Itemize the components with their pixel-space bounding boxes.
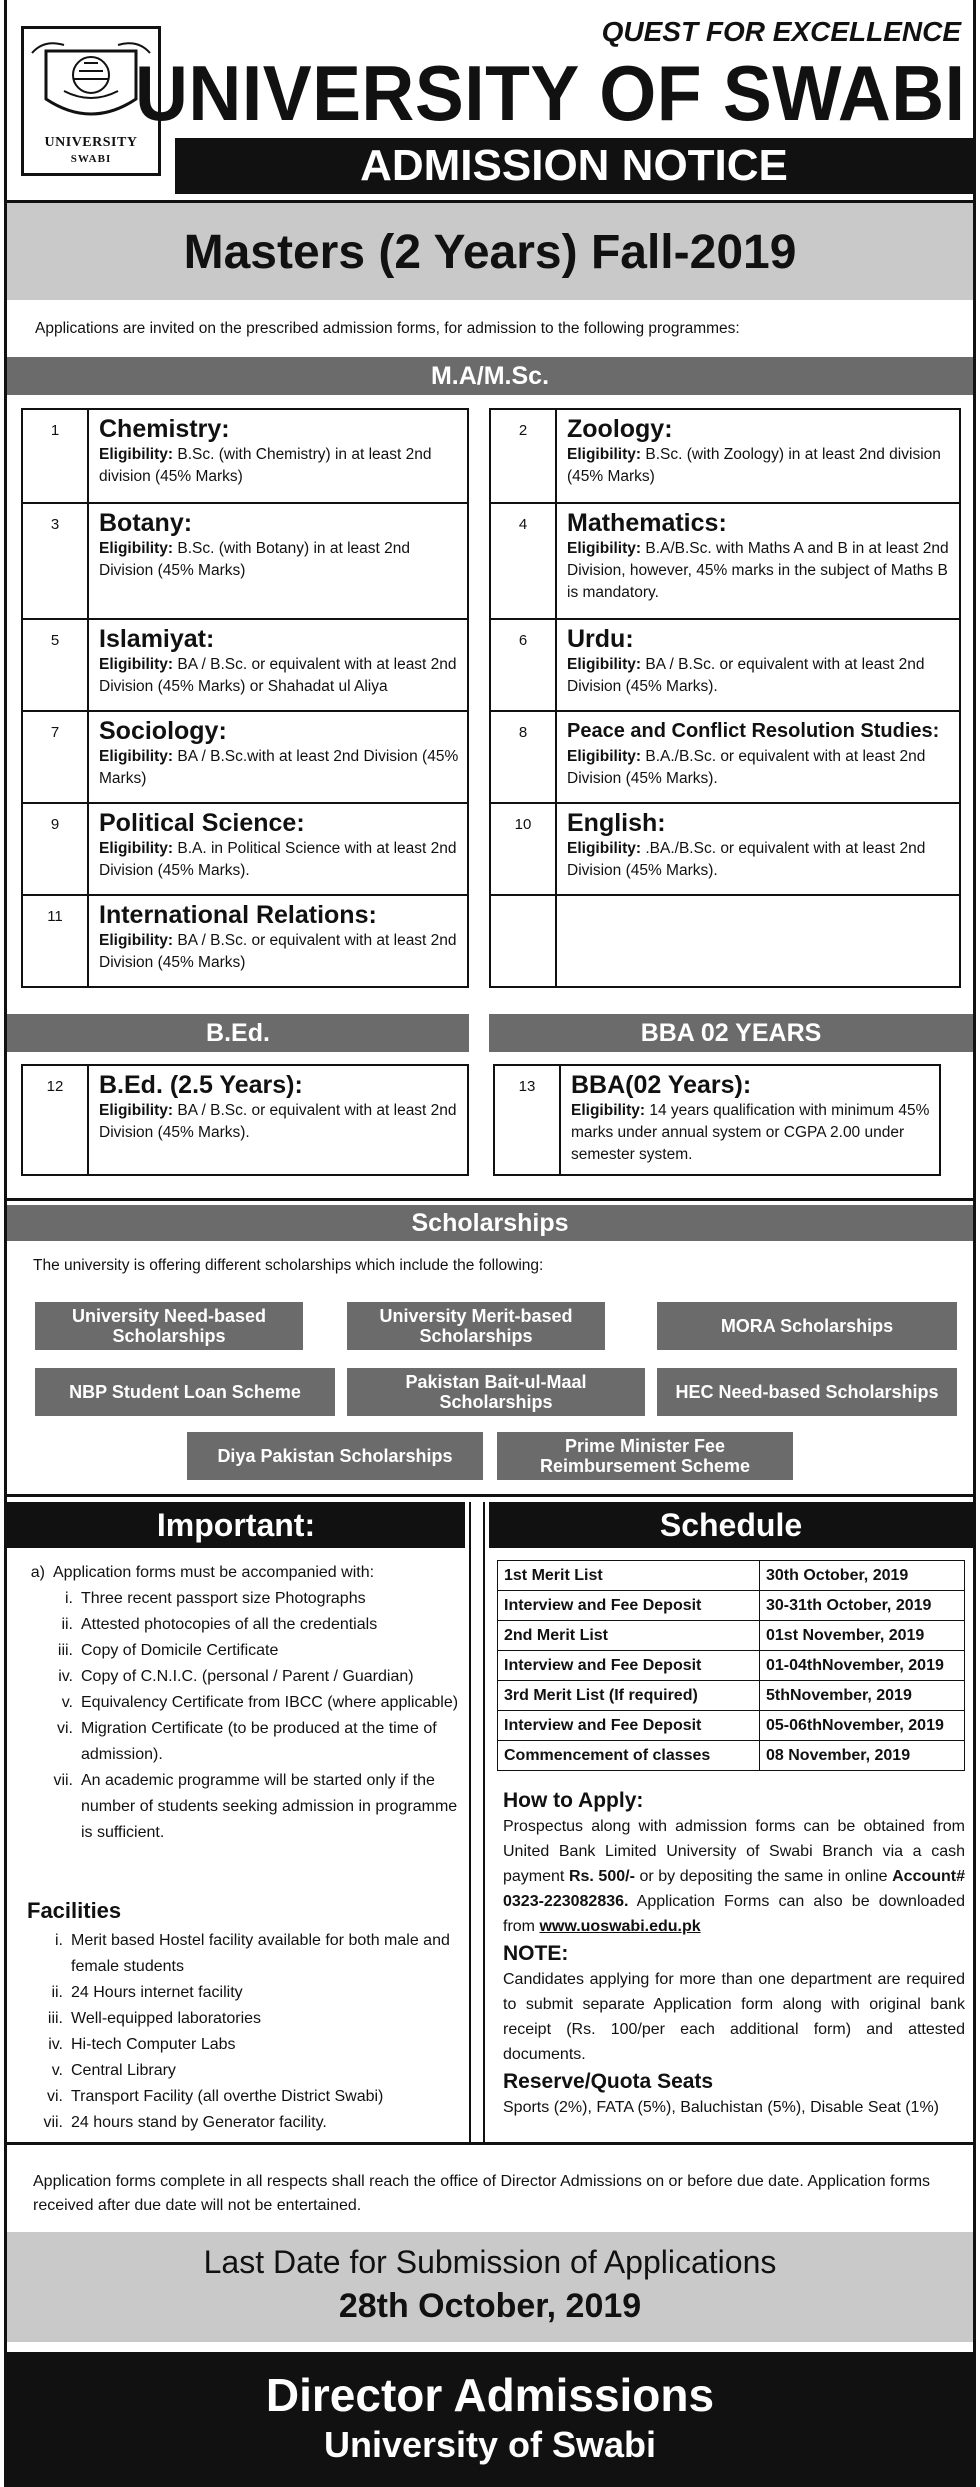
eligibility-text: BA / B.Sc.with at least 2nd Division (45% Marks): [99, 748, 459, 787]
schedule-event: Interview and Fee Deposit: [498, 1651, 760, 1681]
list-text: Three recent passport size Photographs: [81, 1590, 366, 1607]
programme-title: Political Science:: [99, 809, 305, 837]
table-row: [498, 1651, 965, 1681]
schedule-event: Interview and Fee Deposit: [498, 1591, 760, 1621]
programme-card: [21, 408, 469, 504]
logo-text-university: UNIVERSITY: [44, 135, 138, 150]
programme-card: [21, 894, 469, 988]
eligibility-text: B.A. in Political Science with at least 2nd Division (45% Marks).: [99, 840, 457, 879]
programme-card: [21, 1064, 469, 1176]
programme-number: 9: [23, 804, 89, 894]
list-marker: iii.: [57, 1642, 73, 1659]
list-text: An academic programme will be started only if the number of students seeking admission in programme is sufficient.: [81, 1772, 458, 1841]
programme-title: Urdu:: [567, 625, 634, 653]
programme-number: 1: [23, 410, 89, 502]
section-bba: BBA 02 YEARS: [489, 1014, 973, 1052]
table-row: [498, 1561, 965, 1591]
important-list: [21, 1560, 461, 1846]
schedule-heading: Schedule: [489, 1502, 973, 1548]
eligibility-text: BA / B.Sc. or equivalent with at least 2nd Division (45% Marks) or Shahadat ul Aliya: [99, 656, 457, 695]
programme-card: [489, 502, 961, 620]
programme-number: 8: [491, 712, 557, 802]
eligibility-label: Eligibility:: [567, 446, 642, 463]
list-item: [21, 2110, 461, 2136]
eligibility-text: B.Sc. (with Chemistry) in at least 2nd division (45% Marks): [99, 446, 432, 485]
eligibility-label: Eligibility:: [99, 446, 174, 463]
table-row: [498, 1681, 965, 1711]
how-to-apply-section: [503, 1786, 965, 2120]
list-marker: iv.: [58, 1668, 73, 1685]
list-marker: ii.: [61, 1616, 73, 1633]
list-marker: a): [30, 1564, 45, 1581]
eligibility-text: B.A/B.Sc. with Maths A and B in at least 2nd Division, however, 45% marks in the subject of Maths B is mandatory.: [567, 540, 949, 601]
last-date-banner: [7, 2232, 973, 2342]
programme-card: [493, 1064, 941, 1176]
list-marker: vi.: [57, 1720, 73, 1737]
list-item: [21, 1928, 461, 1980]
table-row: [498, 1741, 965, 1771]
note-heading: NOTE:: [503, 1942, 569, 1965]
programme-number: 10: [491, 804, 557, 894]
programme-card: [489, 408, 961, 504]
programme-title: Islamiyat:: [99, 625, 215, 653]
director-footer: [7, 2352, 973, 2487]
list-item: [21, 1612, 461, 1638]
list-text: Copy of C.N.I.C. (personal / Parent / Guardian): [81, 1668, 414, 1685]
schedule-date: 01-04thNovember, 2019: [760, 1651, 965, 1681]
empty-programme-card: [489, 894, 961, 988]
eligibility-text: BA / B.Sc. or equivalent with at least 2nd Division (45% Marks).: [99, 1102, 457, 1141]
programme-number: 4: [491, 504, 557, 618]
last-date-label: Last Date for Submission of Applications: [203, 2244, 777, 2280]
programme-title: BBA(02 Years):: [571, 1071, 752, 1099]
footer-note: Application forms complete in all respects shall reach the office of Director Admissions on or before due date. Application forms received after due date will not be entertained.: [33, 2173, 931, 2214]
list-marker: vii.: [43, 2114, 63, 2131]
list-text: 24 Hours internet facility: [71, 1984, 243, 2001]
table-row: [498, 1711, 965, 1741]
schedule-date: 30th October, 2019: [760, 1561, 965, 1591]
programme-banner: Masters (2 Years) Fall-2019: [7, 200, 973, 300]
list-item: [21, 2058, 461, 2084]
programme-title: Zoology:: [567, 415, 673, 443]
list-item: [21, 1586, 461, 1612]
header: [7, 0, 973, 188]
eligibility-label: Eligibility:: [567, 748, 642, 765]
admission-notice-page: [4, 0, 976, 2487]
quota-text: Sports (2%), FATA (5%), Baluchistan (5%), Disable Seat (1%): [503, 2099, 940, 2116]
list-text: Attested photocopies of all the credentials: [81, 1616, 378, 1633]
eligibility-label: Eligibility:: [99, 840, 174, 857]
list-item: [21, 2006, 461, 2032]
eligibility-label: Eligibility:: [571, 1102, 646, 1119]
eligibility-label: Eligibility:: [567, 540, 642, 557]
schedule-event: 1st Merit List: [498, 1561, 760, 1591]
list-text: Well-equipped laboratories: [71, 2010, 262, 2027]
eligibility-label: Eligibility:: [99, 932, 174, 949]
how-to-apply-text-1: Prospectus along with admission forms can be obtained from United Bank Limited University of Swabi Branch via a cash payment: [503, 1818, 965, 1885]
schedule-event: 3rd Merit List (If required): [498, 1681, 760, 1711]
programme-title: International Relations:: [99, 901, 377, 929]
list-item: [21, 1716, 461, 1768]
programme-title: Peace and Conflict Resolution Studies:: [567, 720, 940, 742]
divider: [7, 1198, 973, 1201]
facilities-list: [21, 1928, 461, 2136]
scholarship-item: Pakistan Bait-ul-Maal Scholarships: [347, 1368, 645, 1416]
programme-title: Mathematics:: [567, 509, 727, 537]
programme-title: English:: [567, 809, 666, 837]
list-marker: v.: [51, 2062, 63, 2079]
list-text: Equivalency Certificate from IBCC (where applicable): [81, 1694, 459, 1711]
scholarship-item: University Merit-based Scholarships: [347, 1302, 605, 1350]
eligibility-text: BA / B.Sc. or equivalent with at least 2nd Division (45% Marks): [99, 932, 457, 971]
schedule-date: 05-06thNovember, 2019: [760, 1711, 965, 1741]
director-org: University of Swabi: [323, 2424, 657, 2465]
list-item: [21, 1560, 461, 1586]
empty-number-cell: [491, 896, 557, 986]
programme-title: Chemistry:: [99, 415, 230, 443]
list-item: [21, 1768, 461, 1846]
programme-number: 3: [23, 504, 89, 618]
programme-number: 12: [23, 1066, 89, 1174]
list-marker: vii.: [53, 1772, 73, 1789]
how-to-apply-text-3: Application Forms can also be downloaded from: [503, 1893, 965, 1935]
eligibility-text: .BA./B.Sc. or equivalent with at least 2nd Division (45% Marks).: [567, 840, 926, 879]
last-date-value: 28th October, 2019: [338, 2287, 642, 2325]
list-item: [21, 2032, 461, 2058]
eligibility-text: B.Sc. (with Zoology) in at least 2nd division (45% Marks): [567, 446, 941, 485]
list-item: [21, 2084, 461, 2110]
table-row: [498, 1621, 965, 1651]
schedule-table: [497, 1560, 965, 1771]
list-marker: iii.: [47, 2010, 63, 2027]
list-marker: v.: [61, 1694, 73, 1711]
column-divider: [469, 1502, 471, 2142]
university-name: UNIVERSITY OF SWABI: [134, 49, 965, 137]
tagline: QUEST FOR EXCELLENCE: [601, 16, 961, 47]
eligibility-text: BA / B.Sc. or equivalent with at least 2nd Division (45% Marks).: [567, 656, 925, 695]
eligibility-text: B.A./B.Sc. or equivalent with at least 2nd Division (45% Marks).: [567, 748, 926, 787]
list-marker: i.: [65, 1590, 73, 1607]
divider: [7, 1494, 973, 1497]
how-to-apply-text-2: or by depositing the same in online: [639, 1868, 888, 1885]
programme-number: 7: [23, 712, 89, 802]
programme-title: B.Ed. (2.5 Years):: [99, 1071, 303, 1099]
programme-title: Botany:: [99, 509, 193, 537]
scholarship-intro: The university is offering different scholarships which include the following:: [33, 1257, 544, 1274]
list-marker: i.: [55, 1932, 63, 1949]
section-scholarships: Scholarships: [7, 1205, 973, 1241]
facilities-heading: Facilities: [27, 1898, 122, 1923]
scholarship-item: Prime Minister Fee Reimbursement Scheme: [497, 1432, 793, 1480]
bank-account: Account# 0323-223082836.: [503, 1868, 966, 1910]
programme-number: 6: [491, 620, 557, 710]
list-text: Copy of Domicile Certificate: [81, 1642, 279, 1659]
note-text: Candidates applying for more than one department are required to submit separate Application form along with original bank receipt (Rs. 100/per each additional form) and attested documents.: [503, 1971, 965, 2063]
schedule-event: Commencement of classes: [498, 1741, 760, 1771]
programme-card: [21, 710, 469, 804]
list-text: Merit based Hostel facility available for both male and female students: [71, 1932, 450, 1975]
schedule-date: 30-31th October, 2019: [760, 1591, 965, 1621]
eligibility-label: Eligibility:: [99, 656, 174, 673]
how-to-apply-text: [503, 1814, 965, 1939]
important-heading: Important:: [7, 1502, 465, 1548]
list-text: Migration Certificate (to be produced at the time of admission).: [81, 1720, 437, 1763]
list-marker: iv.: [48, 2036, 63, 2053]
programme-card: [21, 618, 469, 712]
eligibility-label: Eligibility:: [99, 540, 174, 557]
quota-heading: Reserve/Quota Seats: [503, 2070, 714, 2093]
schedule-event: 2nd Merit List: [498, 1621, 760, 1651]
list-item: [21, 1638, 461, 1664]
list-text: Application forms must be accompanied with:: [53, 1564, 375, 1581]
programme-card: [21, 502, 469, 620]
programme-number: 5: [23, 620, 89, 710]
list-item: [21, 1690, 461, 1716]
admission-notice-title: ADMISSION NOTICE: [175, 138, 973, 194]
logo-text-swabi: SWABI: [70, 153, 112, 165]
list-text: 24 hours stand by Generator facility.: [71, 2114, 327, 2131]
scholarship-item: MORA Scholarships: [657, 1302, 957, 1350]
column-divider: [483, 1502, 485, 2142]
website-link[interactable]: www.uoswabi.edu.pk: [539, 1918, 701, 1935]
eligibility-label: Eligibility:: [567, 840, 642, 857]
list-text: Central Library: [71, 2062, 176, 2079]
director-title: Director Admissions: [265, 2369, 715, 2421]
programme-number: 11: [23, 896, 89, 986]
programme-card: [489, 802, 961, 896]
list-item: [21, 1664, 461, 1690]
programme-number: 13: [495, 1066, 561, 1174]
section-bed: B.Ed.: [7, 1014, 469, 1052]
programme-card: [21, 802, 469, 896]
list-item: [21, 1980, 461, 2006]
eligibility-text: 14 years qualification with minimum 45% marks under annual system or CGPA 2.00 under semester system.: [571, 1102, 930, 1163]
eligibility-text: B.Sc. (with Botany) in at least 2nd Division (45% Marks): [99, 540, 410, 579]
prospectus-fee: Rs. 500/-: [568, 1868, 635, 1885]
how-to-apply-heading: How to Apply:: [503, 1789, 644, 1812]
programme-number: 2: [491, 410, 557, 502]
section-ma-msc: M.A/M.Sc.: [7, 357, 973, 395]
intro-text: Applications are invited on the prescribed admission forms, for admission to the following programmes:: [35, 320, 740, 337]
eligibility-label: Eligibility:: [99, 748, 174, 765]
eligibility-label: Eligibility:: [567, 656, 642, 673]
programme-title: Sociology:: [99, 717, 227, 745]
list-marker: vi.: [47, 2088, 63, 2105]
schedule-date: 5thNovember, 2019: [760, 1681, 965, 1711]
list-text: Transport Facility (all overthe District Swabi): [71, 2088, 384, 2105]
scholarship-item: Diya Pakistan Scholarships: [187, 1432, 483, 1480]
schedule-date: 01st November, 2019: [760, 1621, 965, 1651]
programme-card: [489, 618, 961, 712]
eligibility-label: Eligibility:: [99, 1102, 174, 1119]
scholarship-item: University Need-based Scholarships: [35, 1302, 303, 1350]
table-row: [498, 1591, 965, 1621]
schedule-date: 08 November, 2019: [760, 1741, 965, 1771]
schedule-event: Interview and Fee Deposit: [498, 1711, 760, 1741]
scholarship-item: NBP Student Loan Scheme: [35, 1368, 335, 1416]
programme-card: [489, 710, 961, 804]
divider: [7, 2142, 973, 2145]
scholarship-item: HEC Need-based Scholarships: [657, 1368, 957, 1416]
list-marker: ii.: [51, 1984, 63, 2001]
list-text: Hi-tech Computer Labs: [71, 2036, 236, 2053]
